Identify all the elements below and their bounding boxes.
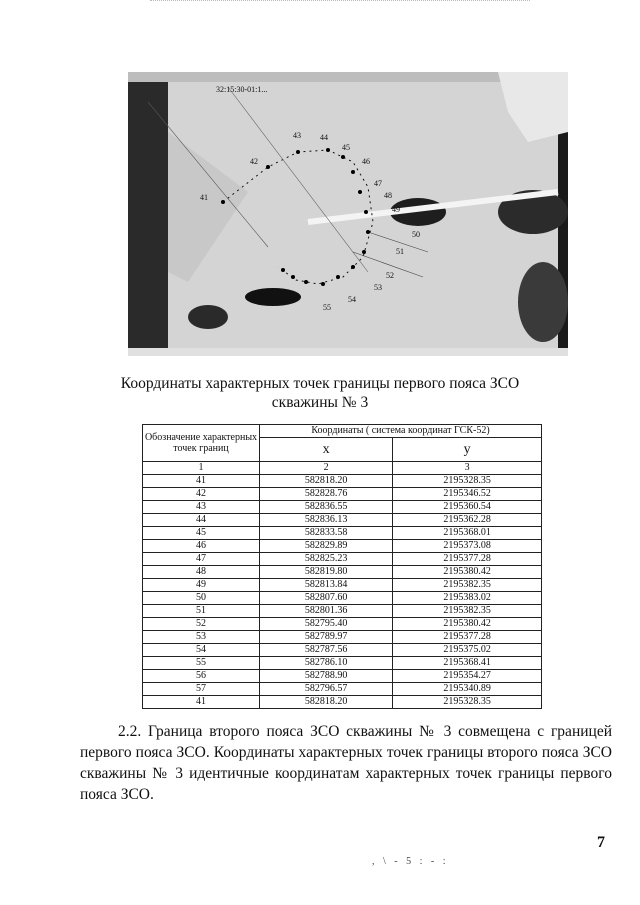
point-name-cell: 41 xyxy=(143,696,260,709)
x-cell: 582818.20 xyxy=(260,475,393,488)
point-name-cell: 57 xyxy=(143,683,260,696)
point-name-cell: 45 xyxy=(143,527,260,540)
map-label: 46 xyxy=(362,157,370,166)
point-name-cell: 54 xyxy=(143,644,260,657)
y-cell: 2195362.28 xyxy=(393,514,542,527)
table-row xyxy=(143,514,542,527)
index-cell: 2 xyxy=(260,462,393,475)
point-name-cell: 46 xyxy=(143,540,260,553)
x-cell: 582787.56 xyxy=(260,644,393,657)
x-cell: 582836.55 xyxy=(260,501,393,514)
y-cell: 2195377.28 xyxy=(393,553,542,566)
map-label: 47 xyxy=(374,179,382,188)
x-cell: 582818.20 xyxy=(260,696,393,709)
map-label: 45 xyxy=(342,143,350,152)
y-cell: 2195373.08 xyxy=(393,540,542,553)
scan-mark: , \ - 5 : - : xyxy=(372,856,449,867)
y-cell: 2195380.42 xyxy=(393,618,542,631)
x-cell: 582819.80 xyxy=(260,566,393,579)
point-name-cell: 56 xyxy=(143,670,260,683)
x-cell: 582795.40 xyxy=(260,618,393,631)
y-cell: 2195368.01 xyxy=(393,527,542,540)
col-header-x: x xyxy=(260,438,393,462)
point-name-cell: 43 xyxy=(143,501,260,514)
map-label: 55 xyxy=(323,303,331,312)
map-image xyxy=(128,72,568,356)
y-cell: 2195354.27 xyxy=(393,670,542,683)
index-cell: 3 xyxy=(393,462,542,475)
x-cell: 582833.58 xyxy=(260,527,393,540)
table-caption-line2: скважины № 3 xyxy=(271,394,369,411)
point-name-cell: 55 xyxy=(143,657,260,670)
y-cell: 2195377.28 xyxy=(393,631,542,644)
y-cell: 2195382.35 xyxy=(393,605,542,618)
x-cell: 582813.84 xyxy=(260,579,393,592)
map-label: 43 xyxy=(293,131,301,140)
table-row xyxy=(143,566,542,579)
table-row xyxy=(143,527,542,540)
table-row xyxy=(143,696,542,709)
y-cell: 2195328.35 xyxy=(393,475,542,488)
table-row xyxy=(143,475,542,488)
table-row xyxy=(143,501,542,514)
x-cell: 582828.76 xyxy=(260,488,393,501)
x-cell: 582836.13 xyxy=(260,514,393,527)
table-row xyxy=(143,553,542,566)
y-cell: 2195346.52 xyxy=(393,488,542,501)
map-label: 50 xyxy=(412,230,420,239)
point-name-cell: 48 xyxy=(143,566,260,579)
paragraph-text: 2.2. Граница второго пояса ЗСО скважины № 3 совмещена с границей первого пояса ЗСО. Координаты характерных точек границы второго пояса ЗСО скважины № 3 идентичные координатам характерных точек границы первого пояса ЗСО. xyxy=(80,723,612,803)
y-cell: 2195383.02 xyxy=(393,592,542,605)
table-row xyxy=(143,488,542,501)
map-label: 41 xyxy=(200,193,208,202)
table-caption-line1: Координаты характерных точек границы первого пояса ЗСО xyxy=(120,375,520,392)
x-cell: 582825.23 xyxy=(260,553,393,566)
col-header-point-name: Обозначение характерных точек границ xyxy=(143,425,260,462)
x-cell: 582807.60 xyxy=(260,592,393,605)
table-row xyxy=(143,618,542,631)
point-name-cell: 53 xyxy=(143,631,260,644)
y-cell: 2195375.02 xyxy=(393,644,542,657)
table-row xyxy=(143,683,542,696)
page-number: 7 xyxy=(597,834,605,851)
table-row xyxy=(143,605,542,618)
point-name-cell: 50 xyxy=(143,592,260,605)
table-row xyxy=(143,592,542,605)
map-label: 42 xyxy=(250,157,258,166)
point-name-cell: 49 xyxy=(143,579,260,592)
y-cell: 2195368.41 xyxy=(393,657,542,670)
coordinates-table-body xyxy=(143,475,542,709)
point-name-cell: 41 xyxy=(143,475,260,488)
index-row xyxy=(143,462,542,475)
map-label: 52 xyxy=(386,271,394,280)
x-cell: 582788.90 xyxy=(260,670,393,683)
table-row xyxy=(143,631,542,644)
table-row xyxy=(143,579,542,592)
col-header-coord-system: Координаты ( система координат ГСК-52) xyxy=(260,425,542,438)
map-label: 53 xyxy=(374,283,382,292)
map-label: 54 xyxy=(348,295,356,304)
y-cell: 2195382.35 xyxy=(393,579,542,592)
map-label: 56 xyxy=(278,297,286,306)
point-name-cell: 44 xyxy=(143,514,260,527)
point-name-cell: 47 xyxy=(143,553,260,566)
y-cell: 2195380.42 xyxy=(393,566,542,579)
section-2-2-paragraph xyxy=(80,721,612,805)
y-cell: 2195340.89 xyxy=(393,683,542,696)
table-row xyxy=(143,657,542,670)
map-label: 51 xyxy=(396,247,404,256)
point-name-cell: 51 xyxy=(143,605,260,618)
index-cell: 1 xyxy=(143,462,260,475)
y-cell: 2195328.35 xyxy=(393,696,542,709)
point-name-cell: 42 xyxy=(143,488,260,501)
map-drawing xyxy=(128,72,568,356)
map-label: 44 xyxy=(320,133,328,142)
map-label: 48 xyxy=(384,191,392,200)
table-row xyxy=(143,644,542,657)
map-label: 49 xyxy=(392,205,400,214)
table-row xyxy=(143,670,542,683)
point-name-cell: 52 xyxy=(143,618,260,631)
coordinates-table xyxy=(142,424,542,709)
col-header-y: у xyxy=(393,438,542,462)
map-header-code: 32:15:30-01:1... xyxy=(216,85,268,94)
x-cell: 582789.97 xyxy=(260,631,393,644)
table-row xyxy=(143,540,542,553)
x-cell: 582796.57 xyxy=(260,683,393,696)
x-cell: 582786.10 xyxy=(260,657,393,670)
scan-noise xyxy=(150,0,530,4)
x-cell: 582829.89 xyxy=(260,540,393,553)
y-cell: 2195360.54 xyxy=(393,501,542,514)
x-cell: 582801.36 xyxy=(260,605,393,618)
